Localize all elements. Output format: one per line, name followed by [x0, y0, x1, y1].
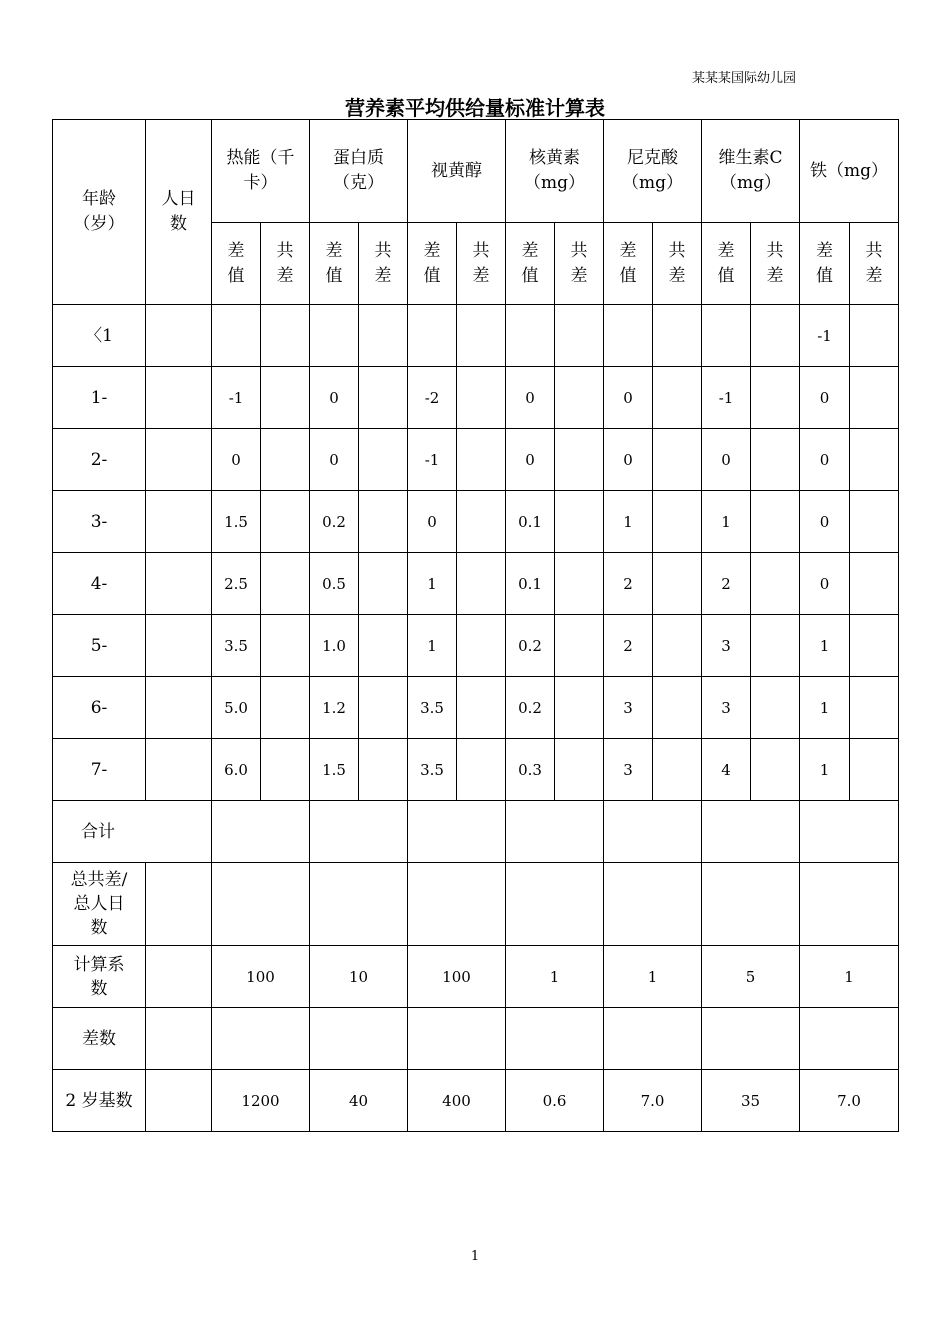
total-diff-cell: [261, 491, 310, 553]
diff-value-cell: 1: [604, 491, 653, 553]
total-diff-cell: [359, 491, 408, 553]
page-number: 1: [470, 1249, 480, 1264]
total-diff-cell: [261, 429, 310, 491]
coefficient-value-cell: 100: [408, 946, 506, 1008]
total-diff-cell: [850, 739, 899, 801]
diff-value-cell: 0: [800, 429, 850, 491]
nutrient-header: 核黄素（mg）: [506, 120, 604, 223]
total-diff-cell: [359, 367, 408, 429]
coefficient-value-cell: 1: [604, 946, 702, 1008]
diff-value-cell: 0.2: [310, 491, 359, 553]
total-diff-cell: [555, 677, 604, 739]
total-diff-cell: [457, 553, 506, 615]
base-row: [53, 1070, 899, 1132]
diffcount-row: [53, 1008, 899, 1070]
base-value-cell: 7.0: [800, 1070, 899, 1132]
diffcount-value-cell: [212, 1008, 310, 1070]
total-diff-cell: [457, 491, 506, 553]
diff-value-cell: 3: [702, 615, 751, 677]
diffcount-label: 差数: [53, 1008, 146, 1070]
days-cell: [146, 1070, 212, 1132]
diff-value-cell: 0.1: [506, 553, 555, 615]
total-diff-subheader: 共差: [653, 223, 702, 305]
diff-value-cell: 0: [212, 429, 261, 491]
days-cell: [146, 677, 212, 739]
total-diff-cell: [261, 553, 310, 615]
diff-subheader: 差值: [408, 223, 457, 305]
total-diff-subheader: 共差: [555, 223, 604, 305]
diff-value-cell: [212, 305, 261, 367]
diff-value-cell: 1.0: [310, 615, 359, 677]
ratio-label: 总共差/总人日数: [53, 863, 146, 946]
diff-value-cell: 2: [604, 615, 653, 677]
ratio-value-cell: [310, 863, 408, 946]
diff-value-cell: 1.5: [212, 491, 261, 553]
total-diff-cell: [653, 553, 702, 615]
diffcount-value-cell: [800, 1008, 899, 1070]
days-cell: [146, 305, 212, 367]
total-diff-cell: [555, 553, 604, 615]
diffcount-value-cell: [408, 1008, 506, 1070]
diff-value-cell: 3.5: [408, 677, 457, 739]
nutrient-header: 蛋白质（克）: [310, 120, 408, 223]
total-diff-cell: [555, 429, 604, 491]
total-diff-cell: [261, 739, 310, 801]
diff-value-cell: -1: [702, 367, 751, 429]
header-row: [53, 120, 899, 223]
age-cell: 3-: [53, 491, 146, 553]
total-diff-cell: [555, 367, 604, 429]
nutrient-header: 铁（mg）: [800, 120, 899, 223]
total-diff-subheader: 共差: [850, 223, 899, 305]
diffcount-value-cell: [506, 1008, 604, 1070]
nutrient-header: 尼克酸（mg）: [604, 120, 702, 223]
nutrient-header: 热能（千卡）: [212, 120, 310, 223]
diffcount-value-cell: [604, 1008, 702, 1070]
nutrient-header: 维生素C（mg）: [702, 120, 800, 223]
total-diff-cell: [751, 305, 800, 367]
diff-value-cell: 0: [604, 429, 653, 491]
diff-value-cell: 3.5: [408, 739, 457, 801]
base-label: 2 岁基数: [53, 1070, 146, 1132]
total-diff-cell: [457, 739, 506, 801]
total-diff-cell: [653, 677, 702, 739]
diff-value-cell: [310, 305, 359, 367]
diff-value-cell: 1.2: [310, 677, 359, 739]
table-row: [53, 429, 899, 491]
total-diff-cell: [457, 305, 506, 367]
diff-value-cell: 1.5: [310, 739, 359, 801]
total-diff-cell: [359, 677, 408, 739]
coefficient-value-cell: 1: [506, 946, 604, 1008]
total-diff-cell: [457, 429, 506, 491]
diff-value-cell: -1: [212, 367, 261, 429]
diff-value-cell: [702, 305, 751, 367]
total-diff-cell: [751, 429, 800, 491]
diff-value-cell: 0.1: [506, 491, 555, 553]
total-row: [53, 801, 899, 863]
table-row: [53, 491, 899, 553]
total-value-cell: [506, 801, 604, 863]
ratio-value-cell: [506, 863, 604, 946]
base-value-cell: 400: [408, 1070, 506, 1132]
coefficient-value-cell: 100: [212, 946, 310, 1008]
total-diff-cell: [359, 739, 408, 801]
days-cell: [146, 429, 212, 491]
diff-value-cell: 0: [506, 367, 555, 429]
page-title: 营养素平均供给量标准计算表: [345, 96, 605, 120]
total-diff-cell: [751, 367, 800, 429]
diff-value-cell: 5.0: [212, 677, 261, 739]
total-diff-cell: [359, 615, 408, 677]
total-diff-cell: [359, 305, 408, 367]
diff-value-cell: 0: [506, 429, 555, 491]
total-diff-subheader: 共差: [751, 223, 800, 305]
days-cell: [146, 553, 212, 615]
days-cell: [146, 1008, 212, 1070]
coefficient-value-cell: 5: [702, 946, 800, 1008]
total-diff-cell: [359, 553, 408, 615]
total-diff-cell: [555, 739, 604, 801]
age-cell: 5-: [53, 615, 146, 677]
base-value-cell: 40: [310, 1070, 408, 1132]
diff-value-cell: 1: [800, 677, 850, 739]
coefficient-value-cell: 1: [800, 946, 899, 1008]
nutrition-table: [52, 119, 899, 1132]
diff-subheader: 差值: [702, 223, 751, 305]
total-diff-cell: [850, 677, 899, 739]
total-diff-subheader: 共差: [457, 223, 506, 305]
total-value-cell: [604, 801, 702, 863]
total-diff-cell: [751, 677, 800, 739]
total-diff-cell: [457, 615, 506, 677]
total-diff-cell: [850, 305, 899, 367]
diff-value-cell: 4: [702, 739, 751, 801]
ratio-value-cell: [408, 863, 506, 946]
total-diff-cell: [261, 305, 310, 367]
total-diff-subheader: 共差: [261, 223, 310, 305]
diff-value-cell: 0: [310, 367, 359, 429]
days-cell: [146, 367, 212, 429]
diff-value-cell: 0.2: [506, 615, 555, 677]
ratio-value-cell: [702, 863, 800, 946]
diff-value-cell: -1: [800, 305, 850, 367]
diff-value-cell: 0: [800, 553, 850, 615]
total-diff-cell: [850, 367, 899, 429]
total-diff-cell: [261, 367, 310, 429]
age-header: 年龄（岁）: [53, 120, 146, 305]
diff-subheader: 差值: [310, 223, 359, 305]
ratio-value-cell: [800, 863, 899, 946]
table-row: [53, 367, 899, 429]
diff-value-cell: 0: [604, 367, 653, 429]
age-cell: 6-: [53, 677, 146, 739]
diff-value-cell: 0: [408, 491, 457, 553]
days-cell: [146, 946, 212, 1008]
total-diff-cell: [751, 491, 800, 553]
total-label: 合计: [53, 801, 212, 863]
total-value-cell: [310, 801, 408, 863]
diff-value-cell: 6.0: [212, 739, 261, 801]
base-value-cell: 35: [702, 1070, 800, 1132]
days-cell: [146, 863, 212, 946]
diff-value-cell: [408, 305, 457, 367]
diff-value-cell: -2: [408, 367, 457, 429]
diff-subheader: 差值: [212, 223, 261, 305]
diff-value-cell: 0: [800, 367, 850, 429]
total-diff-cell: [457, 367, 506, 429]
diff-value-cell: 1: [702, 491, 751, 553]
table-row: [53, 553, 899, 615]
diff-subheader: 差值: [800, 223, 850, 305]
total-diff-cell: [850, 615, 899, 677]
total-diff-cell: [359, 429, 408, 491]
age-cell: 4-: [53, 553, 146, 615]
diff-subheader: 差值: [604, 223, 653, 305]
total-diff-cell: [653, 615, 702, 677]
diffcount-value-cell: [310, 1008, 408, 1070]
coefficient-row: [53, 946, 899, 1008]
age-cell: 1-: [53, 367, 146, 429]
total-diff-subheader: 共差: [359, 223, 408, 305]
table-row: [53, 739, 899, 801]
table-row: [53, 615, 899, 677]
diff-value-cell: 1: [408, 615, 457, 677]
age-cell: 〈1: [53, 305, 146, 367]
coefficient-label: 计算系数: [53, 946, 146, 1008]
table-row: [53, 305, 899, 367]
total-diff-cell: [751, 615, 800, 677]
coefficient-value-cell: 10: [310, 946, 408, 1008]
total-diff-cell: [850, 491, 899, 553]
total-diff-cell: [653, 491, 702, 553]
total-diff-cell: [457, 677, 506, 739]
diff-value-cell: 3: [702, 677, 751, 739]
diffcount-value-cell: [702, 1008, 800, 1070]
base-value-cell: 7.0: [604, 1070, 702, 1132]
diff-value-cell: 0: [310, 429, 359, 491]
age-cell: 2-: [53, 429, 146, 491]
total-diff-cell: [555, 305, 604, 367]
diff-value-cell: 0.5: [310, 553, 359, 615]
total-value-cell: [408, 801, 506, 863]
days-cell: [146, 491, 212, 553]
organization-name: 某某某国际幼儿园: [692, 71, 797, 86]
diff-value-cell: 3: [604, 677, 653, 739]
total-value-cell: [212, 801, 310, 863]
diff-value-cell: 0.2: [506, 677, 555, 739]
diff-value-cell: 3.5: [212, 615, 261, 677]
total-diff-cell: [850, 429, 899, 491]
diff-value-cell: 2: [702, 553, 751, 615]
ratio-value-cell: [604, 863, 702, 946]
diff-value-cell: 1: [408, 553, 457, 615]
diff-value-cell: 2: [604, 553, 653, 615]
diff-value-cell: -1: [408, 429, 457, 491]
base-value-cell: 1200: [212, 1070, 310, 1132]
total-value-cell: [800, 801, 899, 863]
age-cell: 7-: [53, 739, 146, 801]
diff-value-cell: 0: [800, 491, 850, 553]
total-diff-cell: [653, 367, 702, 429]
ratio-row: [53, 863, 899, 946]
diff-value-cell: 3: [604, 739, 653, 801]
total-diff-cell: [850, 553, 899, 615]
total-diff-cell: [555, 615, 604, 677]
diff-value-cell: 1: [800, 615, 850, 677]
total-diff-cell: [261, 677, 310, 739]
total-diff-cell: [653, 305, 702, 367]
total-diff-cell: [653, 739, 702, 801]
days-header: 人日数: [146, 120, 212, 305]
diff-value-cell: 0.3: [506, 739, 555, 801]
diff-value-cell: 2.5: [212, 553, 261, 615]
nutrient-header: 视黄醇: [408, 120, 506, 223]
diff-subheader: 差值: [506, 223, 555, 305]
total-diff-cell: [751, 739, 800, 801]
total-diff-cell: [261, 615, 310, 677]
days-cell: [146, 739, 212, 801]
total-diff-cell: [751, 553, 800, 615]
diff-value-cell: [506, 305, 555, 367]
diff-value-cell: 1: [800, 739, 850, 801]
total-value-cell: [702, 801, 800, 863]
days-cell: [146, 615, 212, 677]
total-diff-cell: [653, 429, 702, 491]
diff-value-cell: [604, 305, 653, 367]
base-value-cell: 0.6: [506, 1070, 604, 1132]
diff-value-cell: 0: [702, 429, 751, 491]
table-row: [53, 677, 899, 739]
total-diff-cell: [555, 491, 604, 553]
ratio-value-cell: [212, 863, 310, 946]
